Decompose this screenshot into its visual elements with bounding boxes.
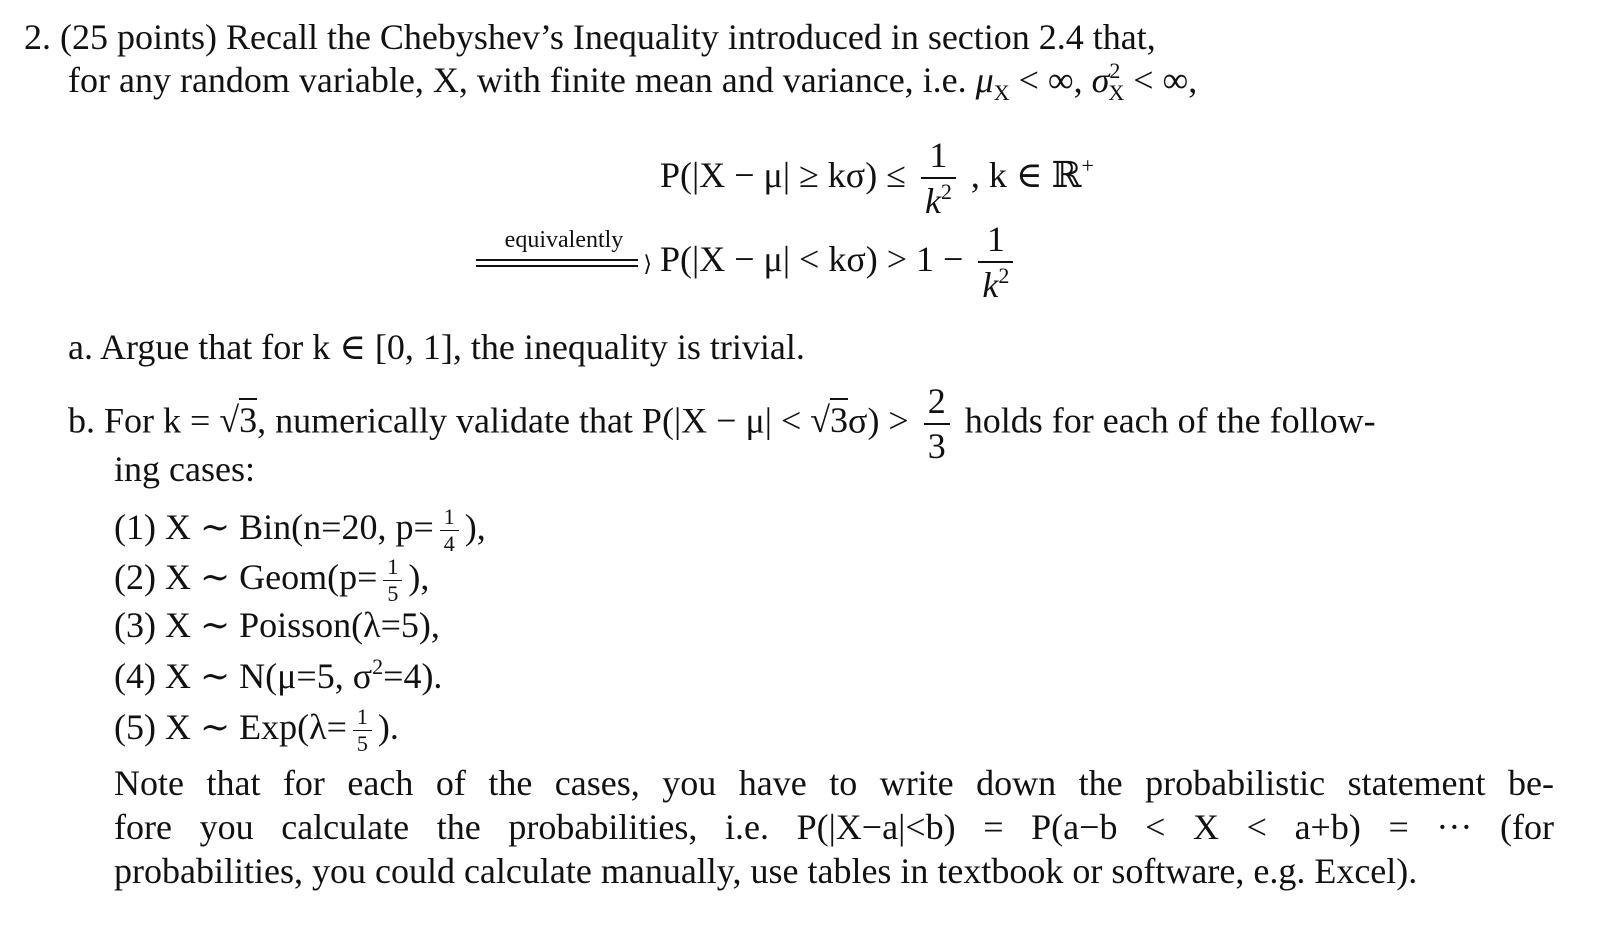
- case-3: [114, 604, 440, 647]
- sqrt-3-radicand: 3: [239, 400, 258, 441]
- note-line-1: [114, 762, 1554, 805]
- case-1-text: (1) X ∼ Bin(n=20, p=: [114, 507, 434, 548]
- note-line-2: [114, 806, 1554, 849]
- part-a: a. Argue that for k ∈ [0, 1], the inequality is trivial.: [68, 327, 805, 367]
- note-line-3: [114, 850, 1417, 893]
- case-2-end: ),: [408, 557, 430, 598]
- problem-heading: 2. (25 points) Recall the Chebyshev’s Inequality introduced in section 2.4 that,: [24, 17, 1156, 57]
- eq1-denominator: [921, 177, 956, 223]
- part-b-prefix: b. For k =: [68, 400, 220, 441]
- case-5-end: ).: [377, 707, 399, 748]
- sigma-subscript: X: [1108, 80, 1125, 105]
- arrow-label: equivalently: [504, 227, 624, 253]
- case-5-den: 5: [353, 730, 372, 757]
- case-2-text: (2) X ∼ Geom(p=: [114, 557, 378, 598]
- part-b-numerator: 2: [927, 381, 946, 421]
- case-4-end: =4).: [383, 656, 443, 696]
- eq1-right-sup: +: [1081, 152, 1094, 178]
- eq1-fraction: [921, 134, 956, 223]
- case-1: [114, 504, 486, 558]
- mu-symbol: μ: [975, 60, 994, 100]
- mu-condition: < ∞,: [1009, 60, 1083, 100]
- eq2-fraction: [978, 218, 1013, 307]
- case-2-num: 1: [387, 554, 399, 579]
- eq1-den-sup: 2: [940, 179, 952, 205]
- case-4-sup: 2: [372, 654, 384, 679]
- part-b-fraction: [924, 380, 950, 468]
- chebyshev-inequality: [660, 134, 1094, 223]
- case-1-den: 4: [440, 530, 459, 557]
- case-1-num: 1: [443, 504, 455, 529]
- case-5: [114, 704, 399, 758]
- case-4-text: (4) X ∼ N(μ=5, σ: [114, 656, 373, 696]
- case-5-fraction: [353, 704, 372, 758]
- intro-text: for any random variable, X, with finite mean and variance, i.e.: [68, 60, 967, 100]
- part-b-line1: [68, 380, 1376, 468]
- eq2-den-sup: 2: [998, 263, 1010, 289]
- case-2-den: 5: [383, 580, 402, 607]
- part-b-middle: , numerically validate that P(|X − μ| <: [257, 400, 811, 441]
- case-1-end: ),: [464, 507, 486, 548]
- eq2-numerator: 1: [986, 219, 1005, 259]
- chebyshev-complement: [660, 218, 1019, 307]
- double-arrow-icon: ⟩: [476, 257, 652, 269]
- eq2-den-k: k: [982, 265, 999, 306]
- problem-intro-line: [68, 58, 1197, 106]
- sigma-superscript: 2: [1109, 58, 1121, 83]
- eq1-den-k: k: [924, 181, 941, 222]
- part-b-after-sqrt: σ) >: [848, 400, 909, 441]
- case-2: [114, 554, 429, 608]
- sigma-symbol: σ: [1091, 60, 1110, 100]
- sqrt-3-sigma: √3: [810, 400, 849, 441]
- eq1-numerator: 1: [929, 135, 948, 175]
- sqrt-3: √3: [219, 400, 258, 441]
- note-text-2: fore you calculate the probabilities, i.e. P(|X−a|<b) = P(a−b < X < a+b) = ··· (for: [114, 807, 1554, 847]
- sqrt-3b-radicand: 3: [830, 400, 849, 441]
- eq1-left: P(|X − μ| ≥ kσ) ≤: [660, 154, 906, 195]
- part-b-suffix: holds for each of the follow-: [955, 400, 1376, 441]
- note-text-1: Note that for each of the cases, you have to write down the probabilistic statement be-: [114, 763, 1554, 803]
- case-5-num: 1: [356, 704, 368, 729]
- case-5-text: (5) X ∼ Exp(λ=: [114, 707, 347, 748]
- eq2-denominator: [978, 261, 1013, 307]
- case-4: [114, 654, 442, 698]
- case-2-fraction: [383, 554, 402, 608]
- note-text-3: probabilities, you could calculate manually, use tables in textbook or software, e.g. Excel).: [114, 851, 1418, 891]
- sigma-condition: < ∞,: [1124, 60, 1198, 100]
- case-1-fraction: [440, 504, 459, 558]
- part-b-line2: ing cases:: [114, 449, 255, 489]
- mu-subscript: X: [993, 80, 1010, 105]
- eq1-right: , k ∈ ℝ: [970, 154, 1082, 195]
- part-b-denominator: 3: [924, 423, 950, 468]
- case-3-text: (3) X ∼ Poisson(λ=5),: [114, 605, 440, 645]
- eq2-left: P(|X − μ| < kσ) > 1 −: [660, 238, 964, 279]
- equivalently-arrow: [476, 226, 652, 276]
